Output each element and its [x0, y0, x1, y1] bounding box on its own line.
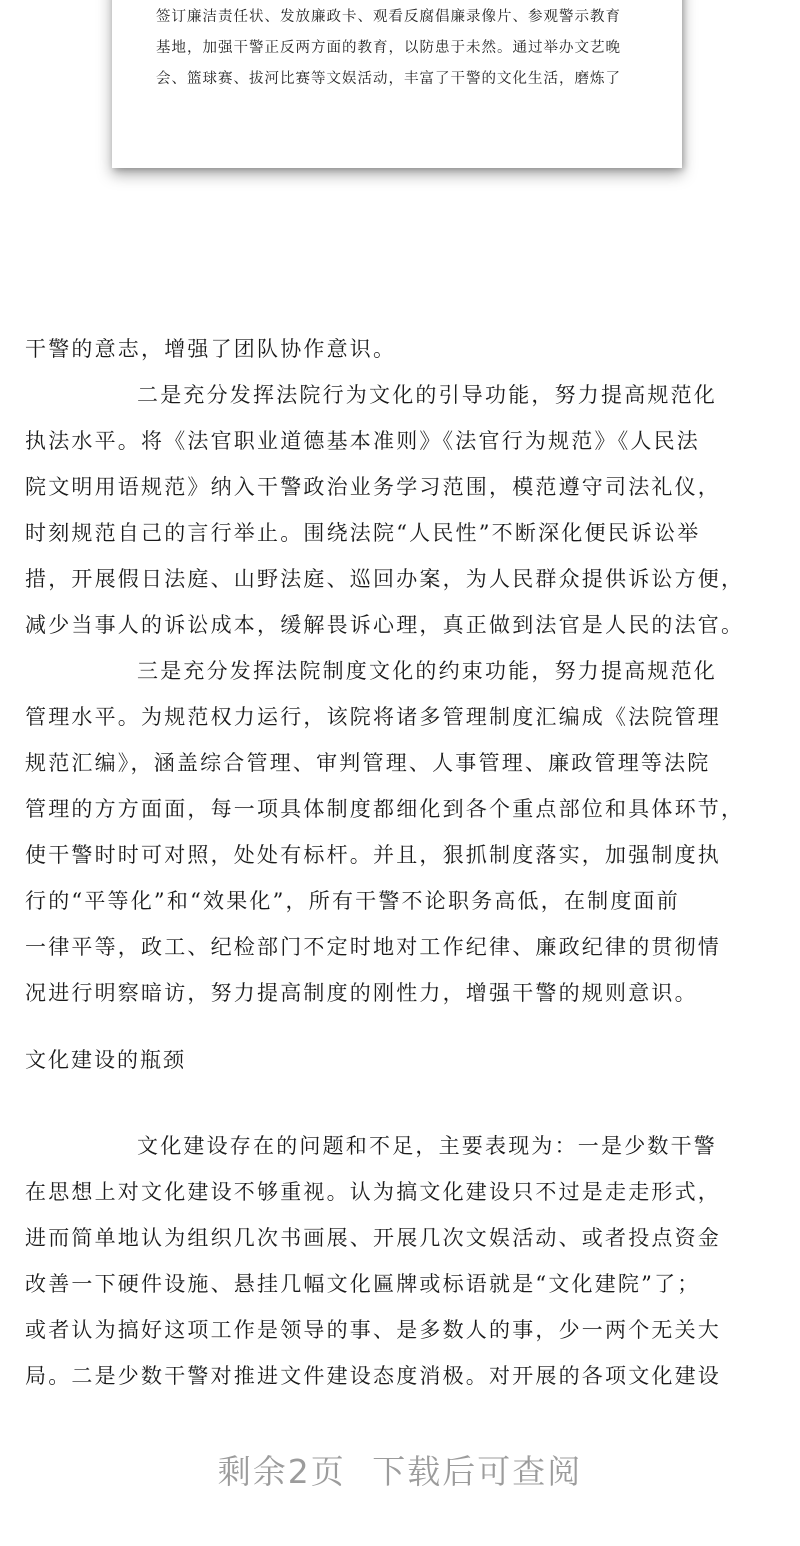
remaining-pages-text: 剩余2页	[217, 1452, 346, 1491]
paragraph-line: 院文明用语规范》纳入干警政治业务学习范围，模范遵守司法礼仪，	[25, 475, 721, 499]
paragraph-line: 使干警时时可对照，处处有标杆。并且，狠抓制度落实，加强制度执	[25, 843, 721, 867]
card-line: 基地，加强干警正反两方面的教育，以防患于未然。通过举办文艺晚	[156, 40, 621, 56]
paragraph-line: 规范汇编》，涵盖综合管理、审判管理、人事管理、廉政管理等法院	[25, 751, 711, 775]
paragraph-line: 二是充分发挥法院行为文化的引导功能，努力提高规范化	[137, 383, 717, 407]
paragraph-line: 干警的意志，增强了团队协作意识。	[25, 337, 397, 361]
paragraph-line: 文化建设存在的问题和不足，主要表现为：一是少数干警	[137, 1134, 717, 1158]
card-text	[156, 2, 656, 95]
preview-page-card	[112, 0, 682, 168]
paragraph-line: 改善一下硬件设施、悬挂几幅文化匾牌或标语就是“文化建院”了；	[25, 1272, 701, 1296]
paragraph-line: 或者认为搞好这项工作是领导的事、是多数人的事，少一两个无关大	[25, 1318, 721, 1342]
paragraph-line: 一律平等，政工、纪检部门不定时地对工作纪律、廉政纪律的贯彻情	[25, 935, 721, 959]
paragraph-line: 管理水平。为规范权力运行，该院将诸多管理制度汇编成《法院管理	[25, 705, 721, 729]
card-line: 会、篮球赛、拔河比赛等文娱活动，丰富了干警的文化生活，磨炼了	[156, 71, 621, 87]
paragraph-line: 管理的方方面面，每一项具体制度都细化到各个重点部位和具体环节，	[25, 797, 745, 821]
section-body-text	[25, 1123, 785, 1399]
download-hint[interactable]	[0, 1446, 800, 1493]
section-heading: 文化建设的瓶颈	[25, 1048, 186, 1072]
paragraph-line: 减少当事人的诉讼成本，缓解畏诉心理，真正做到法官是人民的法官。	[25, 613, 745, 637]
paragraph-line: 措，开展假日法庭、山野法庭、巡回办案，为人民群众提供诉讼方便，	[25, 567, 745, 591]
paragraph-line: 执法水平。将《法官职业道德基本准则》《法官行为规范》《人民法	[25, 429, 700, 453]
body-text	[25, 326, 785, 1016]
paragraph-line: 进而简单地认为组织几次书画展、开展几次文娱活动、或者投点资金	[25, 1226, 721, 1250]
paragraph-line: 行的“平等化”和“效果化”，所有干警不论职务高低，在制度面前	[25, 889, 680, 913]
paragraph-line: 在思想上对文化建设不够重视。认为搞文化建设只不过是走走形式，	[25, 1180, 721, 1204]
paragraph-line: 局。二是少数干警对推进文件建设态度消极。对开展的各项文化建设	[25, 1364, 721, 1388]
download-to-view-text: 下载后可查阅	[372, 1452, 583, 1491]
paragraph-line: 三是充分发挥法院制度文化的约束功能，努力提高规范化	[137, 659, 717, 683]
paragraph-line: 时刻规范自己的言行举止。围绕法院“人民性”不断深化便民诉讼举	[25, 521, 701, 545]
paragraph-line: 况进行明察暗访，努力提高制度的刚性力，增强干警的规则意识。	[25, 981, 698, 1005]
card-line: 签订廉洁责任状、发放廉政卡、观看反腐倡廉录像片、参观警示教育	[156, 9, 621, 25]
